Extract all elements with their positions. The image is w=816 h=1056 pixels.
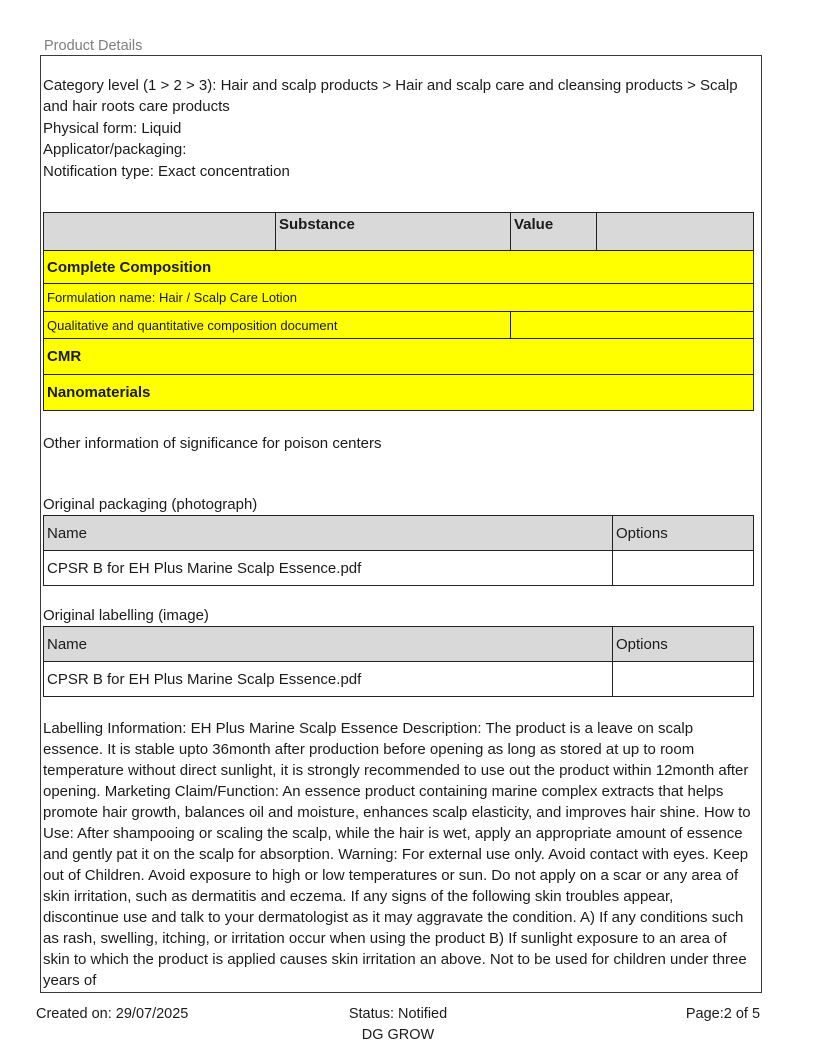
- formulation-name-label: Formulation name: Hair / Scalp Care Lotion: [44, 284, 754, 312]
- original-labelling-table: [43, 626, 754, 697]
- footer-status: Status: Notified: [348, 1006, 448, 1022]
- packaging-header-name: Name: [44, 516, 613, 551]
- packaging-file-name: CPSR B for EH Plus Marine Scalp Essence.pdf: [44, 551, 613, 586]
- complete-composition-label: Complete Composition: [44, 251, 754, 284]
- product-details-section-label: Product Details: [44, 38, 143, 54]
- composition-table: [43, 212, 754, 411]
- original-labelling-title: Original labelling (image): [43, 607, 209, 625]
- qualitative-doc-empty-cell: [511, 312, 754, 339]
- composition-header-substance: Substance: [276, 213, 511, 251]
- labelling-information-paragraph: Labelling Information: EH Plus Marine Scalp Essence Description: The product is a leave on scalp essence. It is stable upto 36month after production before opening as long as stored at up to room temperature without direct sunlight, it is strongly recommended to use out the product within 12month after opening. Marketing Claim/Function: An essence product containing marine complex extracts that helps promote hair growth, balances oil and moisture, enhances scalp elasticity, and improves hair shine. How to Use: After shampooing or scaling the scalp, while the hair is wet, apply an appropriate amount of essence and gently pat it on the scalp for absorption. Warning: For external use only. Avoid contact with eyes. Keep out of Children. Avoid exposure to high or low temperatures or sun. Do not apply on a scar or any area of skin irritation, such as dermatitis and eczema. If any signs of the following skin troubles appear, discontinue use and talk to your dermatologist as it may aggravate the condition. A) If any conditions such as rash, swelling, itching, or irritation occur when using the product B) If sunlight exposure to an area of skin to which the product is applied causes skin irritation an above. Not to be used for children under three years of: [43, 720, 751, 990]
- other-information-label: Other information of significance for poison centers: [43, 435, 382, 453]
- labelling-header-name: Name: [44, 627, 613, 662]
- notification-type-line: Notification type: Exact concentration: [43, 162, 290, 180]
- original-packaging-title: Original packaging (photograph): [43, 496, 258, 514]
- labelling-file-name: CPSR B for EH Plus Marine Scalp Essence.pdf: [44, 662, 613, 697]
- nanomaterials-label: Nanomaterials: [44, 375, 754, 411]
- formulation-name-row: [44, 284, 754, 312]
- labelling-table-header-row: [44, 627, 754, 662]
- packaging-table-header-row: [44, 516, 754, 551]
- packaging-header-options: Options: [613, 516, 754, 551]
- labelling-file-row: [44, 662, 754, 697]
- packaging-file-row: [44, 551, 754, 586]
- qualitative-doc-row: [44, 312, 754, 339]
- packaging-file-options-cell: [613, 551, 754, 586]
- applicator-packaging-line: Applicator/packaging:: [43, 141, 187, 159]
- composition-table-header-row: [44, 213, 754, 251]
- physical-form-line: Physical form: Liquid: [43, 119, 182, 137]
- qualitative-doc-label: Qualitative and quantitative composition document: [44, 312, 511, 339]
- composition-header-value: Value: [511, 213, 597, 251]
- footer-department: DG GROW: [361, 1027, 435, 1043]
- labelling-file-options-cell: [613, 662, 754, 697]
- nanomaterials-row: [44, 375, 754, 411]
- composition-header-empty-cell-2: [597, 213, 754, 251]
- footer-page-number: Page:2 of 5: [685, 1006, 761, 1022]
- cmr-row: [44, 339, 754, 375]
- product-info-block: [43, 75, 752, 182]
- category-level-line: Category level (1 > 2 > 3): Hair and scalp products > Hair and scalp care and cleansing products > Scalp and hair roots care products: [43, 77, 738, 116]
- labelling-header-options: Options: [613, 627, 754, 662]
- footer-status-block: [349, 1004, 447, 1046]
- composition-header-empty-cell: [44, 213, 276, 251]
- cmr-label: CMR: [44, 339, 754, 375]
- footer-created-on: Created on: 29/07/2025: [36, 1006, 189, 1022]
- page-footer: [0, 1004, 816, 1046]
- product-details-box: [40, 55, 762, 993]
- complete-composition-row: [44, 251, 754, 284]
- original-packaging-table: [43, 515, 754, 586]
